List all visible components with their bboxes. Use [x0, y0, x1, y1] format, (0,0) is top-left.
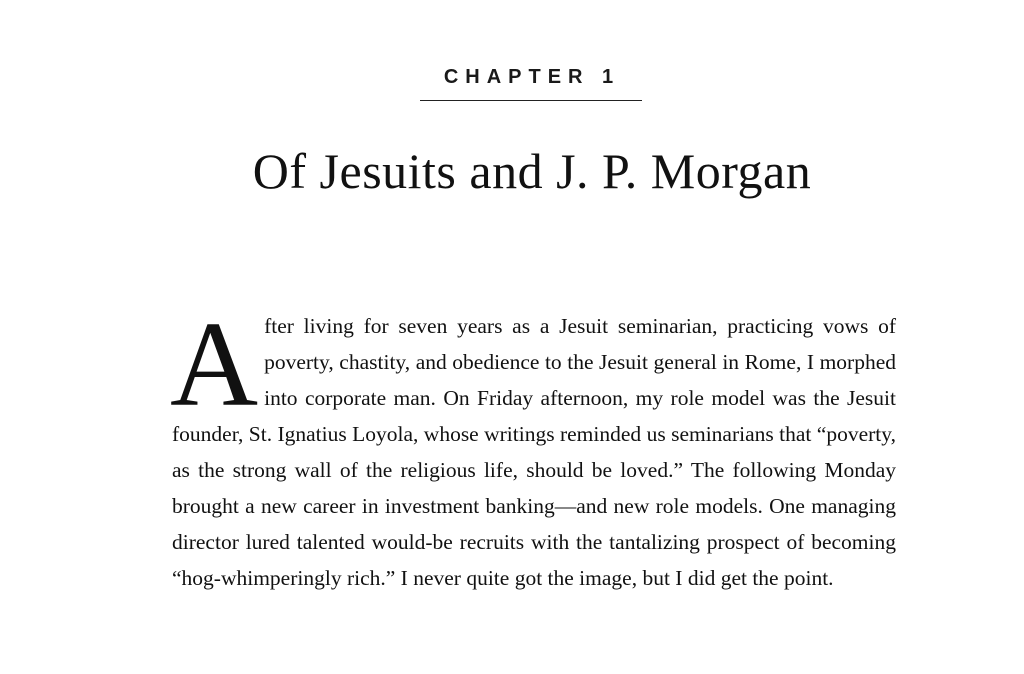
drop-cap: A: [170, 297, 259, 432]
chapter-label: CHAPTER 1: [443, 66, 621, 88]
body-text: [170, 297, 896, 596]
paragraph-1: fter living for seven years as a Jesuit seminarian, practicing vows of poverty, chastity, and obedience to the Jesuit general in Rome, I morphed into corporate man. On Friday afternoon, my role model was the Jesuit founder, St. Ignatius Loyola, whose writings reminded us seminarians that “poverty, as the strong wall of the religious life, should be loved.” The following Monday brought a new career in investment banking—and new role models. One managing director lured talented would-be recruits with the tantalizing prospect of becoming “hog-whimperingly rich.” I never quite got the image, but I did get the point.: [172, 314, 896, 590]
chapter-rule: [420, 100, 642, 101]
chapter-title: Of Jesuits and J. P. Morgan: [252, 143, 812, 199]
